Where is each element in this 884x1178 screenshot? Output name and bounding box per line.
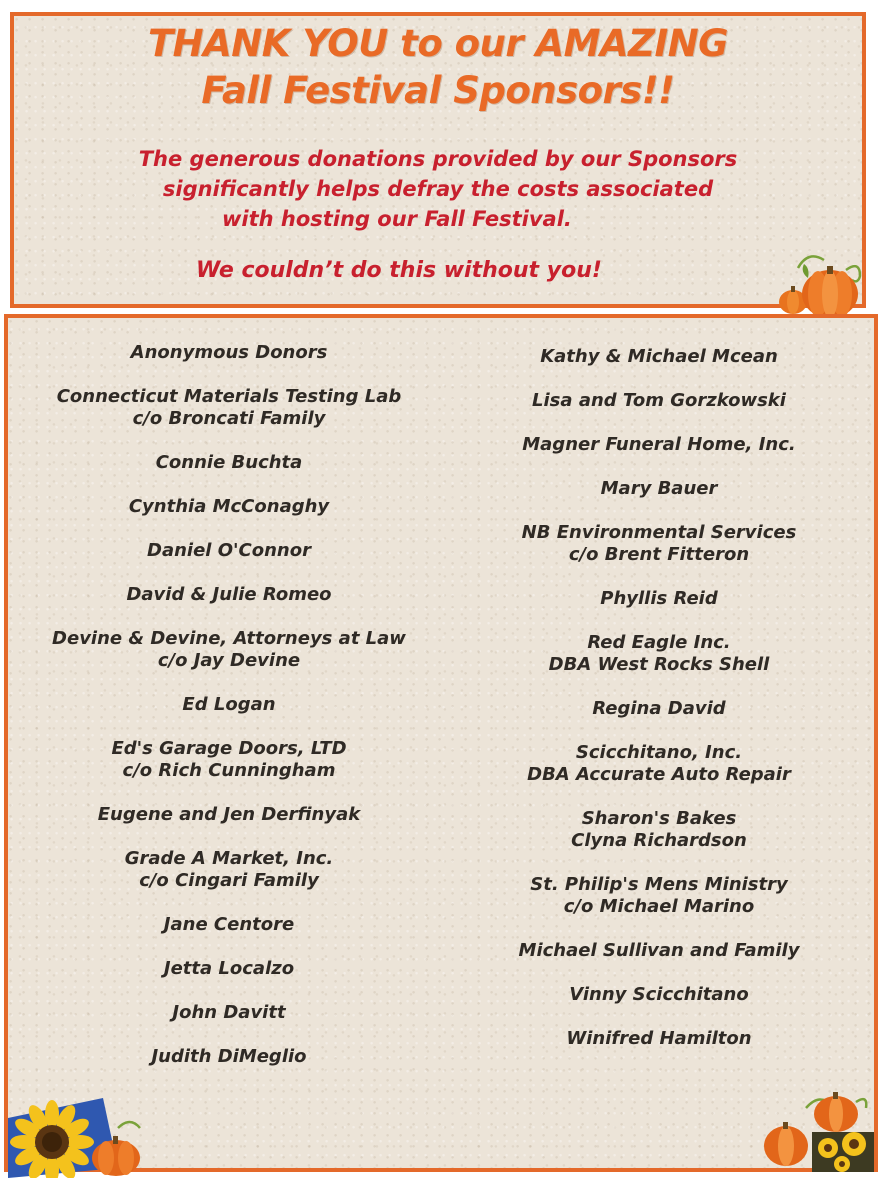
message-line-2: significantly helps defray the costs associated <box>162 177 714 201</box>
sponsor-entry <box>522 522 797 566</box>
sponsor-line: St. Philip's Mens Ministry <box>530 874 788 895</box>
sponsor-entry <box>57 386 402 430</box>
sponsor-line: NB Environmental Services <box>521 522 797 543</box>
sponsor-line: Regina David <box>592 698 726 719</box>
sponsor-entry <box>600 588 717 610</box>
sponsor-line: c/o Brent Fitteron <box>568 544 750 565</box>
pumpkin-icon <box>768 248 868 320</box>
sponsor-entry <box>519 940 800 962</box>
sponsor-entry <box>172 1002 285 1024</box>
sponsor-line: c/o Broncati Family <box>132 408 326 429</box>
sponsor-line: Daniel O'Connor <box>147 540 311 561</box>
sponsor-entry <box>532 390 786 412</box>
pumpkin-icon <box>756 1088 878 1174</box>
sponsor-line: c/o Cingari Family <box>139 870 319 891</box>
sponsor-entry <box>522 434 796 456</box>
sponsor-list-right <box>444 346 874 1072</box>
sponsor-line: Vinny Scicchitano <box>569 984 749 1005</box>
sponsor-line: DBA Accurate Auto Repair <box>527 764 791 785</box>
sponsor-entry <box>52 628 406 672</box>
sponsor-line: Sharon's Bakes <box>581 808 737 829</box>
sponsor-entry <box>549 632 770 676</box>
sponsor-entry <box>569 984 748 1006</box>
sponsor-line: Lisa and Tom Gorzkowski <box>532 390 786 411</box>
sponsor-line: Kathy & Michael Mcean <box>540 346 778 367</box>
headline-line-1: THANK YOU to our AMAZING <box>147 22 729 65</box>
sponsor-entry <box>601 478 718 500</box>
sponsor-line: Ed's Garage Doors, LTD <box>111 738 347 759</box>
sponsor-line: Jetta Localzo <box>163 958 295 979</box>
sponsor-line: c/o Michael Marino <box>563 896 755 917</box>
sponsor-line: John Davitt <box>172 1002 286 1023</box>
sponsor-list-left <box>14 342 444 1090</box>
sponsor-entry <box>98 804 360 826</box>
sponsor-line: Eugene and Jen Derfinyak <box>97 804 361 825</box>
sponsor-entry <box>151 1046 306 1068</box>
sponsor-line: Michael Sullivan and Family <box>518 940 800 961</box>
sunflower-icon <box>8 1098 158 1178</box>
sponsor-entry <box>111 738 346 782</box>
sponsor-line: Scicchitano, Inc. <box>575 742 743 763</box>
sponsor-line: c/o Rich Cunningham <box>122 760 336 781</box>
sponsor-line: Winifred Hamilton <box>566 1028 752 1049</box>
sponsor-entry <box>125 848 334 892</box>
sponsor-entry <box>592 698 725 720</box>
sponsor-line: Grade A Market, Inc. <box>124 848 334 869</box>
sponsor-line: Connecticut Materials Testing Lab <box>56 386 402 407</box>
sponsor-line: Judith DiMeglio <box>151 1046 307 1067</box>
sponsor-line: Jane Centore <box>163 914 295 935</box>
sponsor-entry <box>566 1028 751 1050</box>
sponsor-line: David & Julie Romeo <box>126 584 332 605</box>
header-panel <box>10 12 866 308</box>
sponsor-entry <box>164 958 294 980</box>
sponsor-line: Magner Funeral Home, Inc. <box>522 434 796 455</box>
sponsor-entry <box>540 346 778 368</box>
sponsor-line: DBA West Rocks Shell <box>548 654 770 675</box>
sponsor-entry <box>164 914 294 936</box>
sponsor-entry <box>530 874 787 918</box>
sponsor-line: Devine & Devine, Attorneys at Law <box>52 628 406 649</box>
sponsor-entry <box>129 496 329 518</box>
sponsors-panel <box>4 314 878 1172</box>
headline-line-2: Fall Festival Sponsors!! <box>201 69 675 112</box>
closing-message: We couldn’t do this without you! <box>196 258 602 283</box>
sponsor-entry <box>571 808 747 852</box>
sponsor-line: Cynthia McConaghy <box>128 496 330 517</box>
sponsor-line: Phyllis Reid <box>600 588 718 609</box>
sponsor-entry <box>156 452 303 474</box>
sponsor-entry <box>131 342 328 364</box>
message-line-1: The generous donations provided by our Sponsors <box>138 147 738 171</box>
sponsor-entry <box>126 584 331 606</box>
sponsor-entry <box>147 540 311 562</box>
message-line-3: with hosting our Fall Festival. <box>222 207 572 231</box>
sponsor-line: Clyna Richardson <box>571 830 747 851</box>
sponsor-line: Ed Logan <box>182 694 276 715</box>
sponsor-line: c/o Jay Devine <box>157 650 301 671</box>
sponsor-line: Red Eagle Inc. <box>587 632 731 653</box>
sponsor-entry <box>527 742 791 786</box>
sponsor-line: Anonymous Donors <box>130 342 328 363</box>
sponsor-line: Mary Bauer <box>600 478 718 499</box>
sponsor-entry <box>182 694 275 716</box>
sponsor-line: Connie Buchta <box>155 452 303 473</box>
